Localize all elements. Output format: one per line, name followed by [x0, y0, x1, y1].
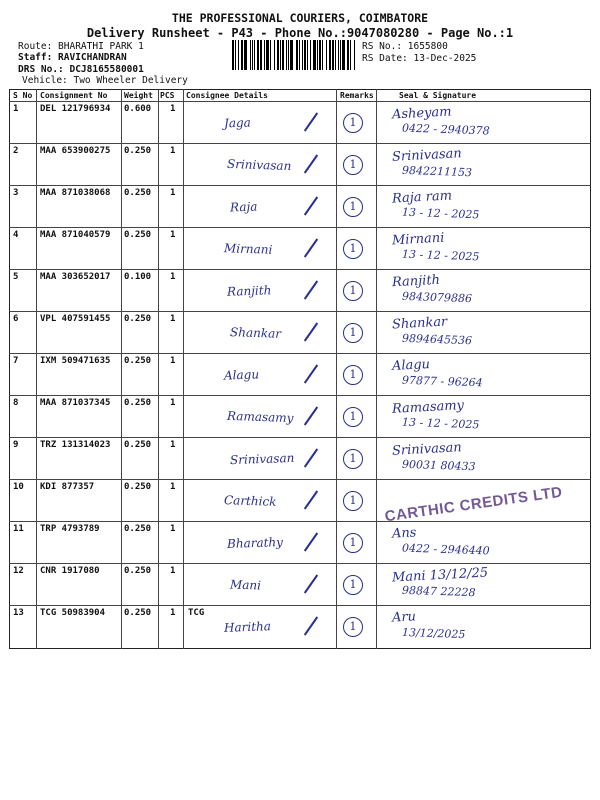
signature: Aru: [391, 609, 417, 626]
col-seal-signature: Seal & Signature: [399, 91, 477, 100]
barcode-bar: [264, 40, 265, 70]
row-pcs: 1: [170, 230, 176, 240]
row-pcs: 1: [170, 524, 176, 534]
row-pcs: 1: [170, 440, 176, 450]
row-sno: 6: [13, 314, 19, 324]
barcode-bar: [241, 40, 243, 70]
signature: Srinivasan: [391, 146, 463, 165]
signature: Srinivasan: [391, 440, 463, 459]
barcode-bar: [342, 40, 345, 70]
barcode-bar: [322, 40, 323, 70]
handwritten-name: Ramasamy: [226, 408, 294, 426]
barcode-bar: [304, 40, 306, 70]
signature: Mirnani: [391, 230, 445, 249]
barcode-bar: [326, 40, 327, 70]
row-consignment-no: MAA 871038068: [40, 188, 111, 198]
signature-note: 98847 22228: [401, 583, 476, 600]
barcode-bar: [317, 40, 318, 70]
handwritten-name: Alagu: [223, 367, 260, 383]
barcode-bar: [235, 40, 236, 70]
handwritten-name: Ranjith: [226, 283, 272, 299]
row-consignment-no: MAA 303652017: [40, 272, 111, 282]
drs-label: DRS No.: DCJ8165580001: [18, 64, 144, 75]
runsheet-subtitle: Delivery Runsheet - P43 - Phone No.:9047080280 - Page No.:1: [86, 26, 514, 40]
col-pcs: PCS: [160, 91, 175, 100]
barcode-bar: [280, 40, 281, 70]
row-weight: 0.250: [124, 356, 152, 366]
vehicle-label: Vehicle: Two Wheeler Delivery: [22, 75, 188, 86]
barcode-bar: [319, 40, 321, 70]
row-pcs: 1: [170, 104, 176, 114]
handwritten-name: Srinivasan: [226, 156, 292, 174]
barcode-bar: [260, 40, 262, 70]
col-consignment: Consignment No: [40, 91, 108, 100]
remark-circle-mark: 1: [343, 239, 363, 259]
signature-note: 0422 - 2946440: [401, 541, 490, 558]
row-consignment-no: VPL 407591455: [40, 314, 111, 324]
barcode-bar: [340, 40, 341, 70]
row-sno: 1: [13, 104, 19, 114]
barcode-bar: [354, 40, 355, 70]
rs-date: RS Date: 13-Dec-2025: [362, 53, 477, 64]
row-consignment-no: CNR 1917080: [40, 566, 100, 576]
barcode-bar: [307, 40, 308, 70]
col-remarks: Remarks: [340, 91, 374, 100]
signature-note: 9894645536: [401, 331, 473, 348]
row-consignment-no: TCG 50983904: [40, 608, 106, 618]
signature: Alagu: [391, 357, 431, 374]
signature-note: 0422 - 2940378: [401, 121, 490, 138]
row-weight: 0.600: [124, 104, 152, 114]
row-weight: 0.250: [124, 146, 152, 156]
barcode-bar: [274, 40, 275, 70]
handwritten-name: Haritha: [223, 619, 272, 635]
row-consignment-no: KDI 877357: [40, 482, 95, 492]
barcode-bar: [290, 40, 293, 70]
remark-circle-mark: 1: [343, 113, 363, 133]
barcode-bar: [277, 40, 279, 70]
handwritten-name: Mirnani: [223, 241, 273, 257]
handwritten-name: Carthick: [223, 493, 277, 509]
row-sno: 11: [13, 524, 24, 534]
signature-note: 13 - 12 - 2025: [401, 205, 480, 222]
row-weight: 0.250: [124, 608, 152, 618]
signature-note: 90031 80433: [401, 457, 476, 474]
barcode-bar: [350, 40, 351, 70]
staff-label: Staff: RAVICHANDRAN: [18, 52, 127, 63]
remark-circle-mark: 1: [343, 155, 363, 175]
barcode-bar: [329, 40, 331, 70]
barcode-bar: [338, 40, 339, 70]
row-weight: 0.250: [124, 524, 152, 534]
barcode: [232, 40, 357, 70]
remark-circle-mark: 1: [343, 533, 363, 553]
barcode-bar: [302, 40, 303, 70]
row-consignment-no: DEL 121796934: [40, 104, 111, 114]
row-weight: 0.250: [124, 314, 152, 324]
barcode-bar: [299, 40, 300, 70]
barcode-bar: [335, 40, 336, 70]
row-sno: 12: [13, 566, 24, 576]
handwritten-name: Raja: [229, 199, 258, 215]
remark-circle-mark: 1: [343, 281, 363, 301]
signature: Asheyam: [391, 104, 452, 123]
col-weight: Weight: [124, 91, 153, 100]
barcode-bar: [286, 40, 287, 70]
row-pcs: 1: [170, 398, 176, 408]
row-consignment-no: MAA 653900275: [40, 146, 111, 156]
row-sno: 8: [13, 398, 19, 408]
row-weight: 0.250: [124, 188, 152, 198]
signature-note: 13/12/2025: [401, 625, 466, 642]
signature-note: 13 - 12 - 2025: [401, 415, 480, 432]
row-weight: 0.100: [124, 272, 152, 282]
remark-circle-mark: 1: [343, 449, 363, 469]
handwritten-name: Shankar: [229, 325, 282, 341]
handwritten-name: Jaga: [223, 115, 252, 131]
row-consignment-no: IXM 509471635: [40, 356, 111, 366]
barcode-bar: [332, 40, 334, 70]
row-sno: 4: [13, 230, 19, 240]
row-weight: 0.250: [124, 482, 152, 492]
row-pcs: 1: [170, 272, 176, 282]
row-consignment-no: MAA 871040579: [40, 230, 111, 240]
signature: Mani 13/12/25: [391, 565, 489, 586]
signature: Shankar: [391, 314, 448, 333]
signature-note: 9842211153: [401, 163, 473, 180]
barcode-bar: [232, 40, 234, 70]
row-sno: 3: [13, 188, 19, 198]
barcode-bar: [238, 40, 239, 70]
remark-circle-mark: 1: [343, 491, 363, 511]
row-sno: 2: [13, 146, 19, 156]
signature: Ranjith: [391, 272, 441, 291]
barcode-bar: [270, 40, 271, 70]
col-sno: S No: [13, 91, 33, 100]
barcode-bar: [266, 40, 269, 70]
row-pcs: 1: [170, 566, 176, 576]
remark-circle-mark: 1: [343, 365, 363, 385]
row-consignee: TCG: [188, 608, 205, 618]
row-sno: 7: [13, 356, 19, 366]
signature: Ans: [391, 525, 417, 542]
row-weight: 0.250: [124, 566, 152, 576]
remark-circle-mark: 1: [343, 575, 363, 595]
row-sno: 5: [13, 272, 19, 282]
row-consignment-no: MAA 871037345: [40, 398, 111, 408]
signature: Raja ram: [391, 188, 453, 207]
signature-note: 97877 - 96264: [401, 373, 483, 390]
col-consignee: Consignee Details: [186, 91, 268, 100]
barcode-bar: [282, 40, 284, 70]
handwritten-name: Mani: [229, 577, 262, 593]
row-pcs: 1: [170, 146, 176, 156]
route-label: Route: BHARATHI PARK 1: [18, 41, 144, 52]
barcode-bar: [252, 40, 253, 70]
row-sno: 13: [13, 608, 24, 618]
company-stamp: CARTHIC CREDITS LTD: [383, 483, 564, 526]
row-pcs: 1: [170, 608, 176, 618]
company-title: THE PROFESSIONAL COURIERS, COIMBATORE: [171, 11, 429, 25]
signature: Ramasamy: [391, 398, 465, 417]
barcode-bar: [254, 40, 255, 70]
remark-circle-mark: 1: [343, 323, 363, 343]
barcode-bar: [310, 40, 311, 70]
barcode-bar: [347, 40, 349, 70]
handwritten-name: Srinivasan: [229, 450, 295, 468]
row-pcs: 1: [170, 482, 176, 492]
barcode-bar: [288, 40, 289, 70]
row-weight: 0.250: [124, 398, 152, 408]
row-weight: 0.250: [124, 440, 152, 450]
barcode-bar: [250, 40, 251, 70]
row-pcs: 1: [170, 314, 176, 324]
signature-note: 9843079886: [401, 289, 473, 306]
row-pcs: 1: [170, 356, 176, 366]
barcode-bar: [257, 40, 259, 70]
remark-circle-mark: 1: [343, 197, 363, 217]
signature-note: 13 - 12 - 2025: [401, 247, 480, 264]
barcode-bar: [313, 40, 316, 70]
row-sno: 10: [13, 482, 24, 492]
barcode-bar: [244, 40, 247, 70]
barcode-bar: [296, 40, 298, 70]
row-sno: 9: [13, 440, 19, 450]
handwritten-name: Bharathy: [226, 535, 284, 551]
rs-number: RS No.: 1655800: [362, 41, 448, 52]
row-consignment-no: TRP 4793789: [40, 524, 100, 534]
row-weight: 0.250: [124, 230, 152, 240]
remark-circle-mark: 1: [343, 407, 363, 427]
row-pcs: 1: [170, 188, 176, 198]
runsheet-table: [9, 89, 591, 649]
row-consignment-no: TRZ 131314023: [40, 440, 111, 450]
remark-circle-mark: 1: [343, 617, 363, 637]
